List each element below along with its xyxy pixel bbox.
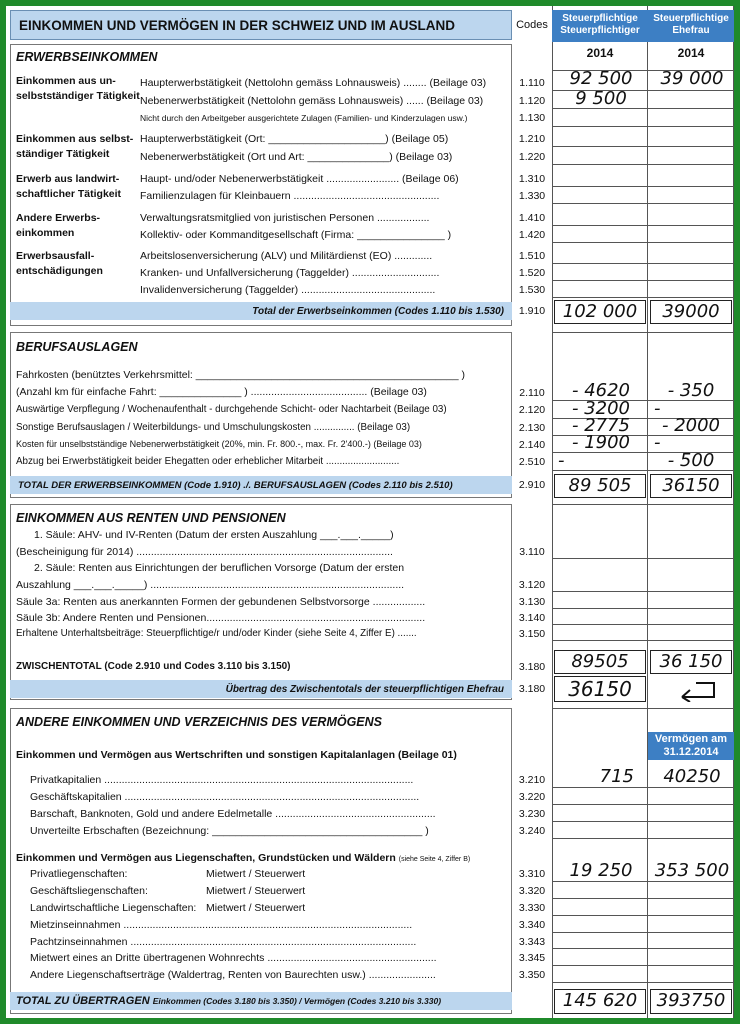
tax-form-page: [6, 6, 734, 1018]
code: 2.510: [518, 456, 546, 468]
code: 3.330: [518, 902, 546, 914]
code: 3.350: [518, 969, 546, 981]
value-field[interactable]: - 4620: [571, 380, 631, 401]
row-desc: Mietwert eines an Dritte übertragenen Wohnrechts ..........................................................: [30, 952, 437, 964]
row-desc: Privatliegenschaften:: [30, 868, 128, 880]
row-desc: Auszahlung ___.___._____) .......................................................................................: [16, 579, 405, 591]
row-desc: Säule 3b: Andere Renten und Pensionen...........................................................................: [16, 612, 426, 624]
code: 2.110: [519, 387, 545, 399]
code: 2.910: [518, 479, 546, 491]
row-desc: Mietwert / Steuerwert: [206, 902, 306, 914]
row-desc: Barschaft, Banknoten, Gold und andere Edelmetalle .......................................................: [30, 808, 436, 820]
row-desc: (Anzahl km für einfache Fahrt: ______________ ) ........................................ (Beilage 03): [16, 386, 427, 398]
row-desc: Säule 3a: Renten aus anerkannten Formen der gebundenen Selbstvorsorge ..................: [16, 596, 426, 608]
row-desc: Auswärtige Verpflegung / Wochenaufenthalt - durchgehende Schicht- oder Nachtarbeit (Beilage 03): [16, 404, 447, 415]
total-field[interactable]: 393750: [656, 990, 726, 1011]
code: 1.220: [518, 151, 546, 163]
group-label: Einkommen aus un- selbstständiger Tätigkeit: [16, 75, 140, 102]
code: 1.530: [518, 284, 546, 296]
row-desc: Kranken- und Unfallversicherung (Taggelder) ..............................: [140, 267, 440, 279]
row-desc: Nebenerwerbstätigkeit (Nettolohn gemäss Lohnausweis) ...... (Beilage 03): [140, 95, 484, 107]
group-label: Erwerb aus landwirt- schaftlicher Tätigkeit: [16, 173, 122, 200]
code: 3.180: [518, 683, 546, 695]
row-desc: Privatkapitalien ..........................................................................................................: [30, 774, 414, 786]
row-desc: Pachtzinseinnahmen ..................................................................................................: [30, 936, 417, 948]
section-berufsauslagen: [10, 332, 512, 498]
row-desc: Geschäftsliegenschaften:: [30, 885, 148, 897]
code: 3.140: [518, 612, 546, 624]
total-bar: Total der Erwerbseinkommen (Codes 1.110 bis 1.530): [10, 302, 512, 320]
section-title: BERUFSAUSLAGEN: [16, 340, 138, 354]
code: 3.180: [518, 661, 546, 673]
value-field[interactable]: - 1900: [571, 432, 631, 453]
value-field[interactable]: - 3200: [571, 398, 631, 419]
row-desc: Mietzinseinnahmen ...................................................................................................: [30, 919, 413, 931]
code: 3.320: [518, 885, 546, 897]
row-desc: Kollektiv- oder Kommanditgesellschaft (Firma: _______________ ): [140, 229, 452, 241]
wife-header: Steuerpflichtige Ehefrau: [648, 10, 734, 42]
section-title: ERWERBSEINKOMMEN: [16, 50, 158, 64]
section-title: EINKOMMEN AUS RENTEN UND PENSIONEN: [16, 511, 286, 525]
row-desc: Invalidenversicherung (Taggelder) ..............................................: [140, 284, 436, 296]
value-field[interactable]: 353 500: [654, 860, 730, 881]
row-desc: Mietwert / Steuerwert: [206, 868, 306, 880]
value-field[interactable]: 19 250: [569, 860, 633, 881]
total-field[interactable]: 102 000: [562, 301, 638, 322]
value-field[interactable]: -: [654, 432, 661, 453]
code: 3.345: [518, 952, 546, 964]
row-desc: Fahrkosten (benütztes Verkehrsmittel: _____________________________________________ ): [16, 369, 465, 381]
value-field[interactable]: - 2000: [661, 415, 721, 436]
code: 1.330: [518, 190, 546, 202]
code: 1.210: [518, 133, 546, 145]
vermoegen-header: Vermögen am 31.12.2014: [648, 732, 734, 760]
value-field[interactable]: -: [654, 398, 661, 419]
taxpayer-header: Steuerpflichtige Steuerpflichtiger: [552, 10, 648, 42]
row-desc: Landwirtschaftliche Liegenschaften:: [30, 902, 197, 914]
group-label: Einkommen aus selbst- ständiger Tätigkeit: [16, 133, 134, 160]
row-desc: Kosten für unselbstständige Nebenerwerbstätigkeit (20%, min. Fr. 800.-, max. Fr. 2'400.-) (Beilage 03): [16, 439, 422, 449]
transfer-field[interactable]: 36150: [568, 677, 632, 701]
value-field[interactable]: 715: [599, 766, 634, 787]
total-bar: Übertrag des Zwischentotals der steuerpflichtigen Ehefrau: [10, 680, 512, 698]
row-desc: Nebenerwerbstätigkeit (Ort und Art: ______________) (Beilage 03): [140, 151, 453, 163]
row-desc: Sonstige Berufsauslagen / Weiterbildungs- und Umschulungskosten ............... (Beilage 03): [16, 422, 411, 433]
code: 1.120: [518, 95, 546, 107]
code: 3.240: [518, 825, 546, 837]
value-field[interactable]: 39 000: [660, 68, 724, 89]
code: 1.110: [519, 77, 545, 89]
row-desc: (Bescheinigung für 2014) ........................................................................................: [16, 546, 393, 558]
value-field[interactable]: 40250: [663, 766, 721, 787]
row-desc: Haupt- und/oder Nebenerwerbstätigkeit ......................... (Beilage 06): [140, 173, 459, 185]
total-bar: TOTAL DER ERWERBSEINKOMMEN (Code 1.910) ./. BERUFSAUSLAGEN (Codes 2.110 bis 2.510): [10, 476, 512, 494]
subheading: Einkommen und Vermögen aus Wertschriften und sonstigen Kapitalanlagen (Beilage 01): [16, 749, 457, 761]
code: 3.343: [518, 936, 546, 948]
code: 3.130: [518, 596, 546, 608]
code: 3.310: [518, 868, 546, 880]
value-field[interactable]: 9 500: [575, 88, 627, 109]
code: 1.310: [518, 173, 546, 185]
code: 1.520: [518, 267, 546, 279]
code: 2.120: [518, 404, 546, 416]
code: 1.130: [518, 112, 546, 124]
total-field[interactable]: 36150: [662, 475, 720, 496]
row-desc: Andere Liegenschaftserträge (Waldertrag, Renten von Baurechten usw.) .......................: [30, 969, 436, 981]
year-wife: 2014: [677, 46, 705, 60]
row-desc: Familienzulagen für Kleinbauern ..................................................: [140, 190, 440, 202]
code: 1.510: [518, 250, 546, 262]
zwischentotal-label: ZWISCHENTOTAL (Code 2.910 und Codes 3.110 bis 3.150): [16, 661, 291, 672]
total-field[interactable]: 145 620: [562, 990, 638, 1011]
row-desc: Nicht durch den Arbeitgeber ausgerichtete Zulagen (Familien- und Kinderzulagen usw.): [140, 113, 468, 123]
total-field[interactable]: 89 505: [568, 475, 632, 496]
row-desc: Mietwert / Steuerwert: [206, 885, 306, 897]
codes-header: Codes: [516, 19, 548, 31]
row-desc: Geschäftskapitalien .....................................................................................................: [30, 791, 420, 803]
code: 1.910: [518, 305, 546, 317]
group-label: Erwerbsausfall- entschädigungen: [16, 250, 103, 277]
group-label: Andere Erwerbs- einkommen: [16, 212, 101, 239]
section-title: ANDERE EINKOMMEN UND VERZEICHNIS DES VERMÖGENS: [16, 715, 383, 729]
code: 3.120: [518, 579, 546, 591]
row-desc: Abzug bei Erwerbstätigkeit beider Ehegatten oder erheblicher Mitarbeit ...........................: [16, 456, 400, 467]
row-desc: Haupterwerbstätigkeit (Nettolohn gemäss Lohnausweis) ........ (Beilage 03): [140, 77, 487, 89]
value-field[interactable]: -: [558, 450, 565, 471]
code: 2.140: [518, 439, 546, 451]
year-taxpayer: 2014: [586, 46, 614, 60]
total-field[interactable]: 89505: [571, 651, 629, 672]
transfer-arrow-icon: [656, 678, 726, 702]
code: 3.210: [518, 774, 546, 786]
row-desc: Erhaltene Unterhaltsbeiträge: Steuerpflichtige/r und/oder Kinder (siehe Seite 4, Ziffer E) .......: [16, 628, 417, 639]
code: 1.410: [518, 212, 546, 224]
row-desc: Haupterwerbstätigkeit (Ort: ____________________) (Beilage 05): [140, 133, 449, 145]
code: 3.230: [518, 808, 546, 820]
value-field[interactable]: - 2775: [571, 415, 631, 436]
code: 2.130: [518, 422, 546, 434]
subheading: Einkommen und Vermögen aus Liegenschaften, Grundstücken und Wäldern (siehe Seite 4, Ziffer B): [16, 852, 471, 864]
value-field[interactable]: - 350: [667, 380, 715, 401]
row-desc: 2. Säule: Renten aus Einrichtungen der beruflichen Vorsorge (Datum der ersten: [34, 562, 405, 574]
row-desc: Arbeitslosenversicherung (ALV) und Militärdienst (EO) .............: [140, 250, 433, 262]
code: 3.340: [518, 919, 546, 931]
row-desc: Verwaltungsratsmitglied von juristischen Personen ..................: [140, 212, 430, 224]
code: 3.150: [518, 628, 546, 640]
value-field[interactable]: - 500: [667, 450, 715, 471]
total-bar: TOTAL ZU ÜBERTRAGEN Einkommen (Codes 3.180 bis 3.350) / Vermögen (Codes 3.210 bis 3.330): [10, 992, 512, 1010]
row-desc: Unverteilte Erbschaften (Bezeichnung: ____________________________________ ): [30, 825, 429, 837]
form-title: EINKOMMEN UND VERMÖGEN IN DER SCHWEIZ UND IM AUSLAND: [10, 10, 512, 40]
code: 3.220: [518, 791, 546, 803]
total-field[interactable]: 36 150: [659, 651, 723, 672]
code: 3.110: [519, 546, 545, 558]
value-field[interactable]: 92 500: [569, 68, 633, 89]
total-field[interactable]: 39000: [662, 301, 720, 322]
row-desc: 1. Säule: AHV- und IV-Renten (Datum der ersten Auszahlung ___.___._____): [34, 529, 394, 541]
code: 1.420: [518, 229, 546, 241]
